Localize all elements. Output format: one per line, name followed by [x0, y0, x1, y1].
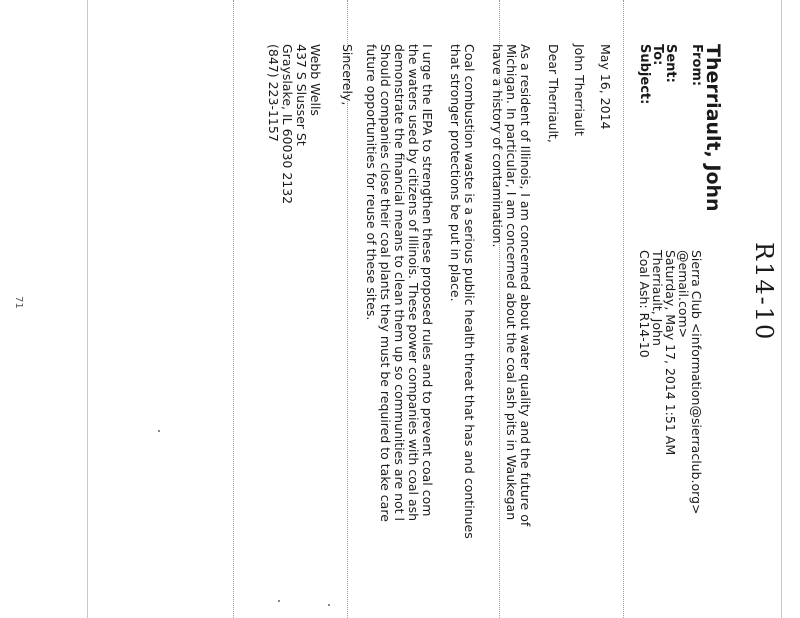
- paragraph-line: that stronger protections be put in place.: [448, 44, 463, 302]
- closing: Sincerely,: [340, 44, 355, 106]
- signature-address: 437 S Slusser St: [294, 44, 309, 146]
- page-number: 71: [13, 296, 24, 309]
- document-id: R14-10: [750, 242, 778, 342]
- sender-name: Therriault, John: [702, 44, 724, 212]
- from-value: Sierra Club <information@sierraclub.org>: [689, 250, 704, 515]
- scan-speck: [278, 600, 280, 602]
- subject-label: Subject:: [637, 44, 652, 105]
- paragraph-line: I urge the IEPA to strengthen these proposed rules and to prevent coal com: [420, 44, 435, 517]
- to-value: Therriault, John: [650, 250, 665, 346]
- signature-city: Grayslake, IL 60030 2132: [280, 44, 295, 205]
- subject-value: Coal Ash: R14-10: [637, 250, 652, 358]
- paragraph-line: Coal combustion waste is a serious public health threat that has and continues: [462, 44, 477, 539]
- letter-date: May 16, 2014: [598, 44, 613, 130]
- sent-label: Sent:: [663, 44, 678, 83]
- scan-rule: [623, 0, 624, 618]
- paragraph-line: the waters used by citizens of Illinois. These power companies with coal ash: [406, 44, 421, 522]
- paragraph-line: have a history of contamination.: [490, 44, 505, 248]
- recipient-name: John Therriault: [572, 44, 587, 136]
- paragraph-line: demonstrate the financial means to clean them up so communities are not l: [392, 44, 407, 521]
- sent-value: Saturday, May 17, 2014 1:51 AM: [663, 250, 678, 456]
- paragraph-line: future opportunities for reuse of these sites.: [364, 44, 379, 321]
- from-label: From:: [689, 44, 704, 87]
- scan-speck: [328, 604, 330, 606]
- scan-rule: [233, 0, 234, 618]
- paragraph-line: Michigan. In particular, I am concerned about the coal ash pits in Waukegan: [504, 44, 519, 521]
- scan-rule: [781, 0, 782, 618]
- to-label: To:: [650, 44, 665, 66]
- scan-rule: [87, 0, 88, 618]
- from-value-email: @email.com>: [676, 250, 691, 339]
- paragraph-line: Should companies close their coal plants they must be required to take care: [378, 44, 393, 522]
- signature-name: Webb Wells: [308, 44, 323, 116]
- signature-phone: (847) 223-1157: [266, 44, 281, 142]
- paragraph-line: As a resident of Illinois, I am concerned about water quality and the future of: [518, 44, 533, 527]
- scan-speck: [158, 430, 160, 432]
- salutation: Dear Therriault,: [546, 44, 561, 143]
